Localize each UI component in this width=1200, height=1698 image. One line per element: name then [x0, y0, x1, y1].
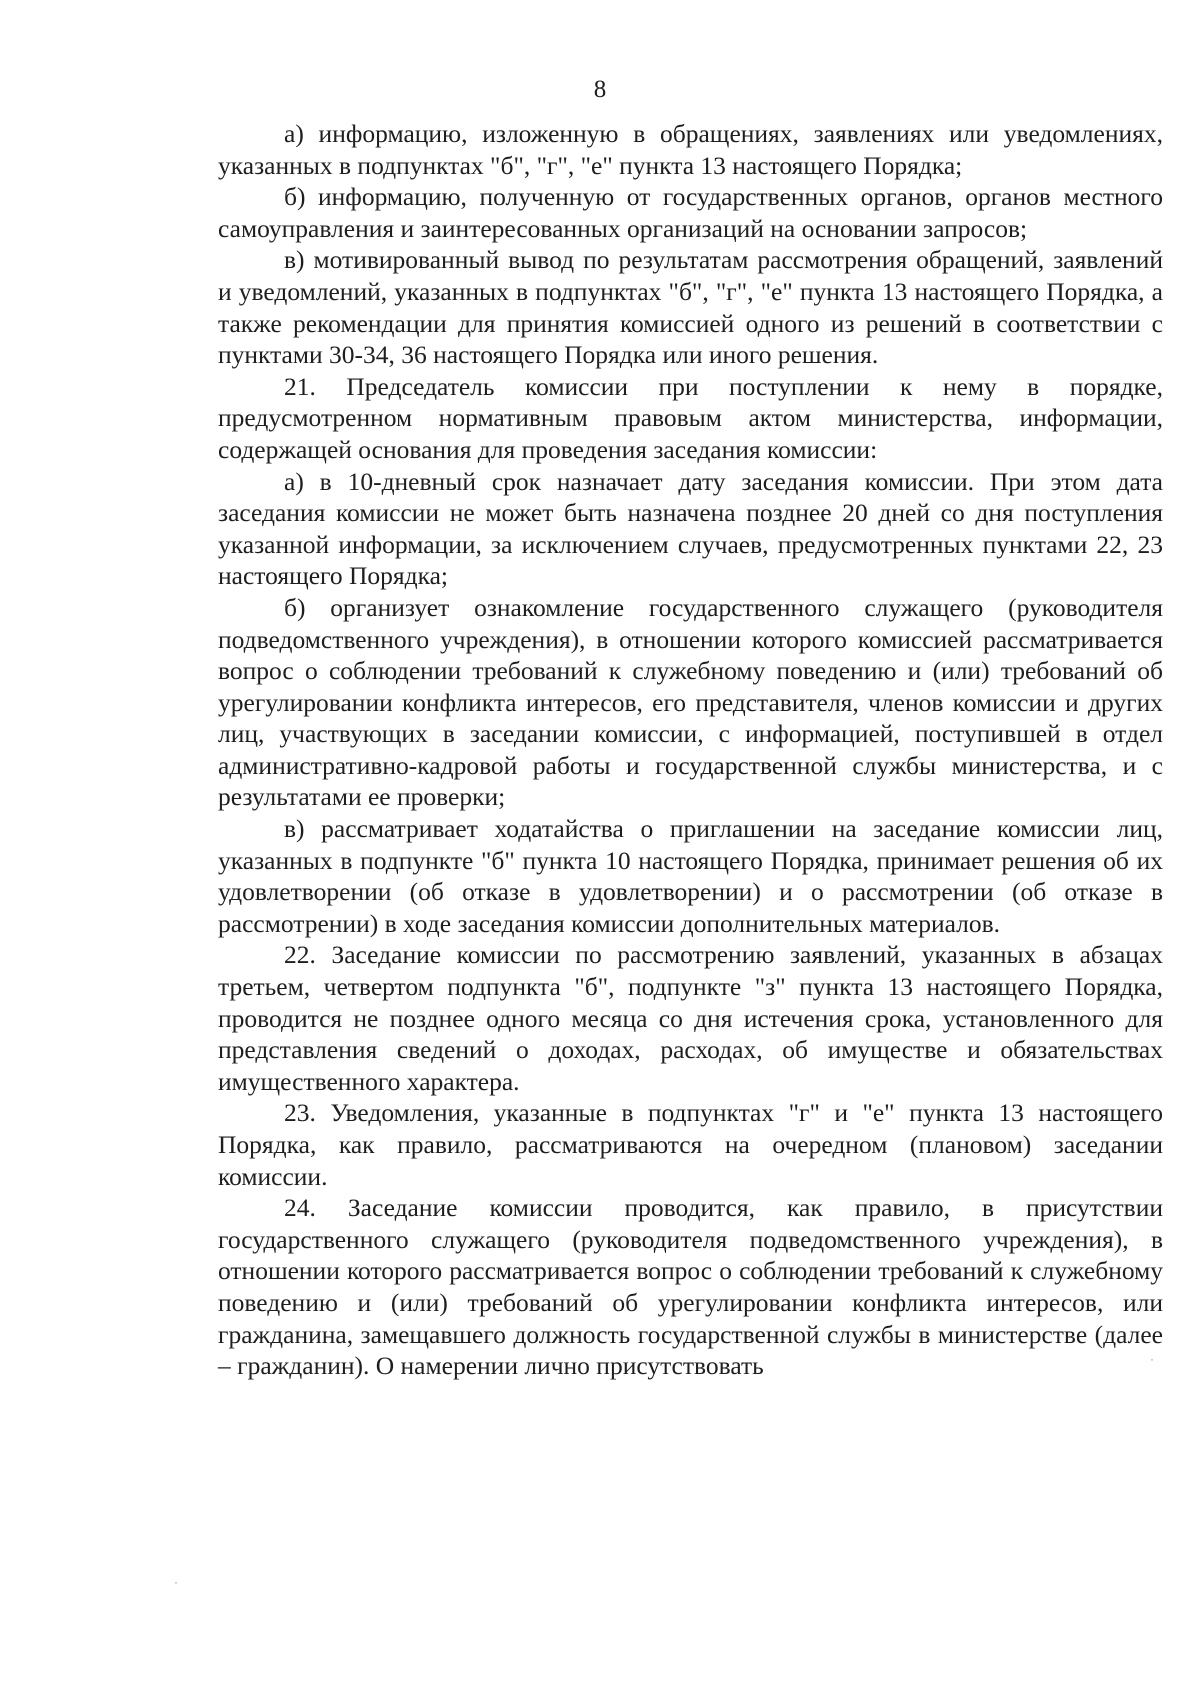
paragraph-21a: а) в 10-дневный срок назначает дату заседания комиссии. При этом дата заседания комиссии не может быть назначена позднее 20 дней со дня поступления указанной информации, за исключением случаев, предусмотренных пунктами 22, 23 настоящего Порядка; — [218, 466, 1163, 591]
paragraph-20c: в) мотивированный вывод по результатам рассмотрения обращений, заявлений и уведомлений, указанных в подпунктах "б", "г", "е" пункта 13 настоящего Порядка, а также рекомендации для принятия комиссией одного из решений в соответствии с пунктами 30-34, 36 настоящего Порядка или иного решения. — [218, 245, 1163, 370]
paragraph-21c: в) рассматривает ходатайства о приглашении на заседание комиссии лиц, указанных в подпункте "б" пункта 10 настоящего Порядка, принимает решения об их удовлетворении (об отказе в удовлетворении) и о рассмотрении (об отказе в рассмотрении) в ходе заседания комиссии дополнительных материалов. — [218, 814, 1163, 938]
scan-speck: · — [1150, 1352, 1154, 1366]
page-number: 8 — [593, 76, 607, 103]
paragraph-20a: а) информацию, изложенную в обращениях, заявлениях или уведомлениях, указанных в подпунктах "б", "г", "е" пункта 13 настоящего Порядка; — [218, 119, 1163, 180]
paragraph-22: 22. Заседание комиссии по рассмотрению заявлений, указанных в абзацах третьем, четвертом подпункта "б", подпункте "з" пункта 13 настоящего Порядка, проводится не позднее одного месяца со дня истечения срока, установленного для представления сведений о доходах, расходах, об имуществе и обязательствах имущественного характера. — [218, 940, 1163, 1096]
paragraph-23: 23. Уведомления, указанные в подпунктах "г" и "е" пункта 13 настоящего Порядка, как правило, рассматриваются на очередном (плановом) заседании комиссии. — [218, 1098, 1163, 1191]
document-body — [218, 118, 1163, 1382]
paragraph-21: 21. Председатель комиссии при поступлении к нему в порядке, предусмотренном нормативным правовым актом министерства, информации, содержащей основания для проведения заседания комиссии: — [218, 371, 1163, 464]
paragraph-24: 24. Заседание комиссии проводится, как правило, в присутствии государственного служащего (руководителя подведомственного учреждения), в отношении которого рассматривается вопрос о соблюдении требований к служебному поведению и (или) требований об урегулировании конфликта интересов, или гражданина, замещавшего должность государственной службы в министерстве (далее – гражданин). О намерении лично присутствовать — [218, 1193, 1163, 1381]
paragraph-20b: б) информацию, полученную от государственных органов, органов местного самоуправления и заинтересованных организаций на основании запросов; — [218, 182, 1163, 243]
paragraph-21b: б) организует ознакомление государственного служащего (руководителя подведомственного учреждения), в отношении которого комиссией рассматривается вопрос о соблюдении требований к служебному поведению и (или) требований об урегулировании конфликта интересов, его представителя, членов комиссии и других лиц, участвующих в заседании комиссии, с информацией, поступившей в отдел административно-кадровой работы и государственной службы министерства, и с результатами ее проверки; — [218, 592, 1163, 812]
scan-speck: · — [174, 1575, 178, 1589]
